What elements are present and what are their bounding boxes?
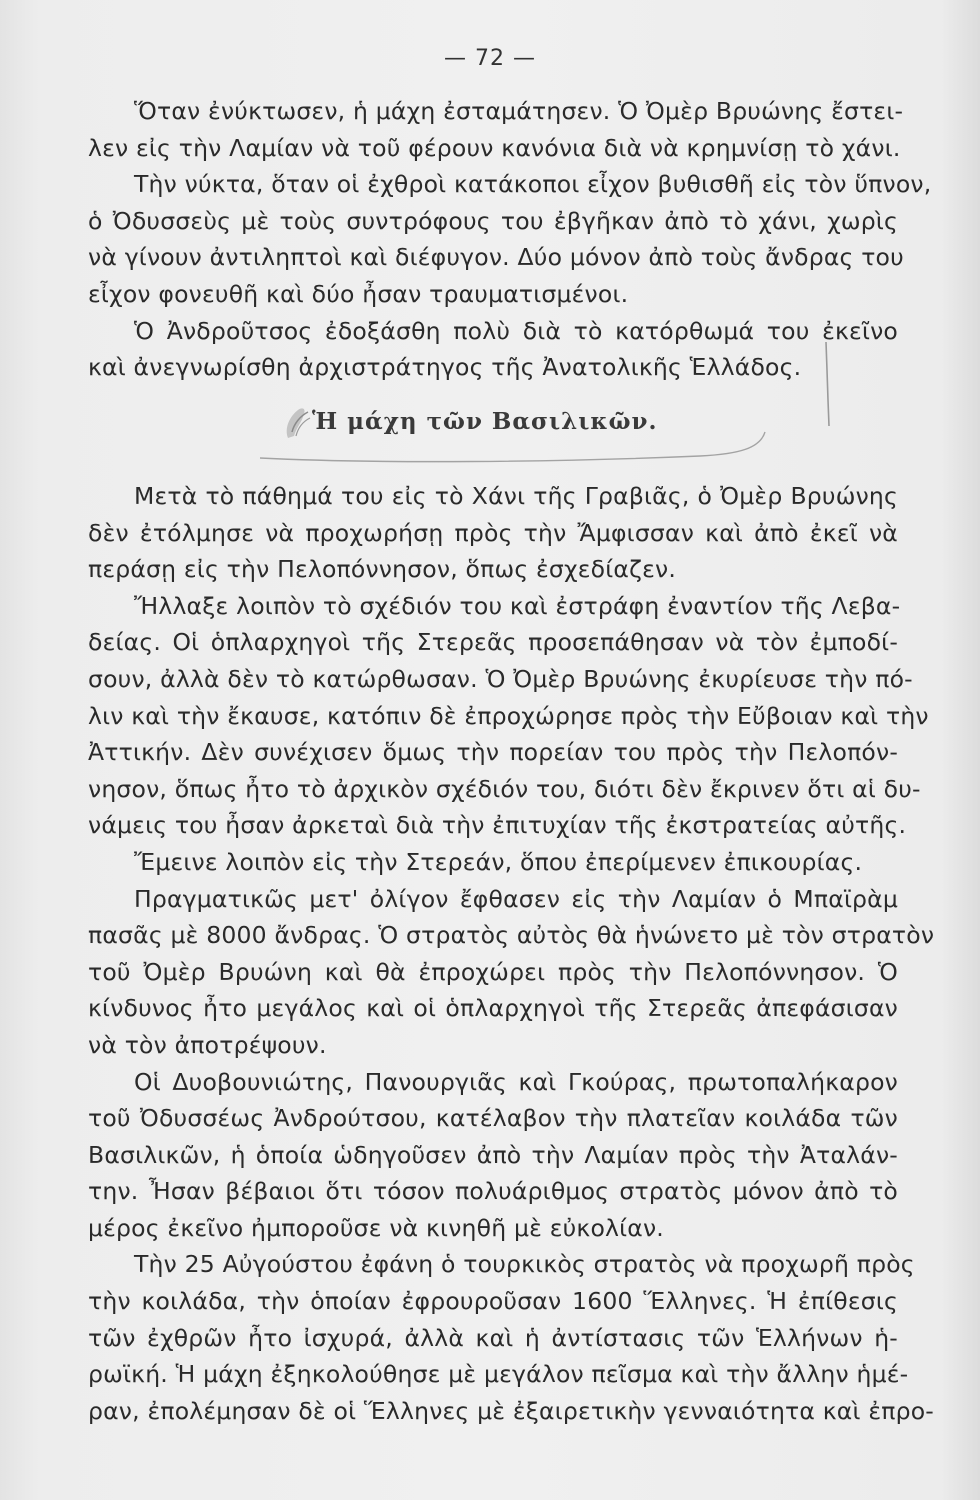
paragraph-8-line: Οἱ Δυοβουνιώτης, Πανουργιᾶς καὶ Γκούρας, πρωτοπαλήκαρον: [134, 1067, 898, 1096]
paragraph-1-line: Ὅταν ἐνύκτωσεν, ἡ μάχη ἐσταμάτησεν. Ὁ Ὀμὲρ Βρυώνης ἔστει-: [134, 97, 904, 125]
paragraph-9-line: τῶν ἐχθρῶν ἦτο ἰσχυρά, ἀλλὰ καὶ ἡ ἀντίστασις τῶν Ἑλλήνων ἡ-: [88, 1323, 898, 1352]
paragraph-9-line: ραν, ἐπολέμησαν δὲ οἱ Ἕλληνες μὲ ἐξαιρετικὴν γενναιότητα καὶ ἐπρο-: [88, 1396, 934, 1425]
paragraph-5-line: Ἤλλαξε λοιπὸν τὸ σχέδιόν του καὶ ἐστράφη ἐναντίον τῆς Λεβα-: [134, 591, 901, 620]
paragraph-5-line: νησον, ὅπως ἦτο τὸ ἀρχικὸν σχέδιόν του, διότι δὲν ἔκρινεν ὅτι αἱ δυ-: [88, 774, 921, 803]
heading-pencil-underline: [260, 428, 780, 468]
paragraph-2-line: Τὴν νύκτα, ὅταν οἱ ἐχθροὶ κατάκοποι εἶχον βυθισθῆ εἰς τὸν ὕπνον,: [134, 170, 932, 199]
paragraph-4-line: Μετὰ τὸ πάθημά του εἰς τὸ Χάνι τῆς Γραβιᾶς, ὁ Ὀμὲρ Βρυώνης: [134, 482, 898, 510]
paragraph-5-line: Ἀττικήν. Δὲν συνέχισεν ὅμως τὴν πορείαν του πρὸς τὴν Πελοπόν-: [88, 738, 898, 767]
paragraph-9-line: Τὴν 25 Αὐγούστου ἐφάνη ὁ τουρκικὸς στρατὸς νὰ προχωρῆ πρὸς: [134, 1250, 915, 1279]
paragraph-3-line: Ὁ Ἀνδροῦτσος ἐδοξάσθη πολὺ διὰ τὸ κατόρθωμά του ἐκεῖνο: [134, 316, 898, 345]
text-block-top: [88, 93, 932, 386]
paragraph-8-line: Βασιλικῶν, ἡ ὁποία ὡδηγοῦσεν ἀπὸ τὴν Λαμίαν πρὸς τὴν Ἀταλάν-: [88, 1140, 898, 1169]
paragraph-5-line: νάμεις του ἦσαν ἀρκεταὶ διὰ τὴν ἐπιτυχίαν τῆς ἐκστρατείας αὐτῆς.: [88, 811, 907, 840]
paragraph-4-line: δὲν ἐτόλμησε νὰ προχωρήσῃ πρὸς τὴν Ἄμφισσαν καὶ ἀπὸ ἐκεῖ νὰ: [88, 518, 898, 547]
paragraph-2-line: εἶχον φονευθῆ καὶ δύο ἦσαν τραυματισμένοι.: [88, 279, 629, 308]
paragraph-1-line: λεν εἰς τὴν Λαμίαν νὰ τοῦ φέρουν κανόνια διὰ νὰ κρημνίσῃ τὸ χάνι.: [88, 133, 901, 162]
paragraph-7-line: πασᾶς μὲ 8000 ἄνδρας. Ὁ στρατὸς αὐτὸς θὰ ἡνώνετο μὲ τὸν στρατὸν: [88, 921, 935, 950]
paragraph-7-line: νὰ τὸν ἀποτρέψουν.: [88, 1030, 327, 1059]
paragraph-7-line: Πραγματικῶς μετ' ὀλίγον ἔφθασεν εἰς τὴν Λαμίαν ὁ Μπαϊρὰμ: [134, 884, 898, 913]
paragraph-8-line: μέρος ἐκεῖνο ἠμποροῦσε νὰ κινηθῆ μὲ εὐκολίαν.: [88, 1213, 664, 1242]
paragraph-4-line: περάσῃ εἰς τὴν Πελοπόννησον, ὅπως ἐσχεδίαζεν.: [88, 555, 676, 584]
paragraph-9-line: τὴν κοιλάδα, τὴν ὁποίαν ἐφρουροῦσαν 1600 Ἕλληνες. Ἡ ἐπίθεσις: [88, 1287, 898, 1316]
text-block-bottom: [88, 478, 935, 1429]
paragraph-9-line: ρωϊκή. Ἡ μάχη ἐξηκολούθησε μὲ μεγάλον πεῖσμα καὶ τὴν ἄλλην ἡμέ-: [88, 1360, 909, 1389]
paragraph-2-line: ὁ Ὀδυσσεὺς μὲ τοὺς συντρόφους του ἐβγῆκαν ἀπὸ τὸ χάνι, χωρὶς: [88, 206, 898, 235]
page-number: — 72 —: [444, 46, 536, 71]
paragraph-5-line: σουν, ἀλλὰ δὲν τὸ κατώρθωσαν. Ὁ Ὀμὲρ Βρυώνης ἐκυρίευσε τὴν πό-: [88, 664, 913, 693]
paragraph-5-line: λιν καὶ τὴν ἔκαυσε, κατόπιν δὲ ἐπροχώρησε πρὸς τὴν Εὔβοιαν καὶ τὴν: [88, 701, 929, 730]
paragraph-3-line: καὶ ἀνεγνωρίσθη ἀρχιστράτηγος τῆς Ἀνατολικῆς Ἑλλάδος.: [88, 353, 802, 382]
pencil-mark: [820, 340, 840, 430]
paragraph-6-line: Ἔμεινε λοιπὸν εἰς τὴν Στερεάν, ὅπου ἐπερίμενεν ἐπικουρίας.: [134, 847, 863, 876]
section-heading: Ἡ μάχη τῶν Βασιλικῶν.: [312, 408, 658, 435]
section-heading-area: [280, 402, 780, 452]
paragraph-8-line: την. Ἦσαν βέβαιοι ὅτι τόσον πολυάριθμος στρατὸς μόνον ἀπὸ τὸ: [88, 1177, 898, 1206]
paragraph-5-line: δείας. Οἱ ὁπλαρχηγοὶ τῆς Στερεᾶς προσεπάθησαν νὰ τὸν ἐμποδί-: [88, 628, 898, 657]
paragraph-7-line: κίνδυνος ἦτο μεγάλος καὶ οἱ ὁπλαρχηγοὶ τῆς Στερεᾶς ἀπεφάσισαν: [88, 994, 898, 1023]
paragraph-2-line: νὰ γίνουν ἀντιληπτοὶ καὶ διέφυγον. Δύο μόνον ἀπὸ τοὺς ἄνδρας του: [88, 243, 904, 272]
paragraph-7-line: τοῦ Ὀμὲρ Βρυώνη καὶ θὰ ἐπροχώρει πρὸς τὴν Πελοπόννησον. Ὁ: [88, 957, 898, 986]
paragraph-8-line: τοῦ Ὀδυσσέως Ἀνδρούτσου, κατέλαβον τὴν πλατεῖαν κοιλάδα τῶν: [88, 1104, 898, 1133]
